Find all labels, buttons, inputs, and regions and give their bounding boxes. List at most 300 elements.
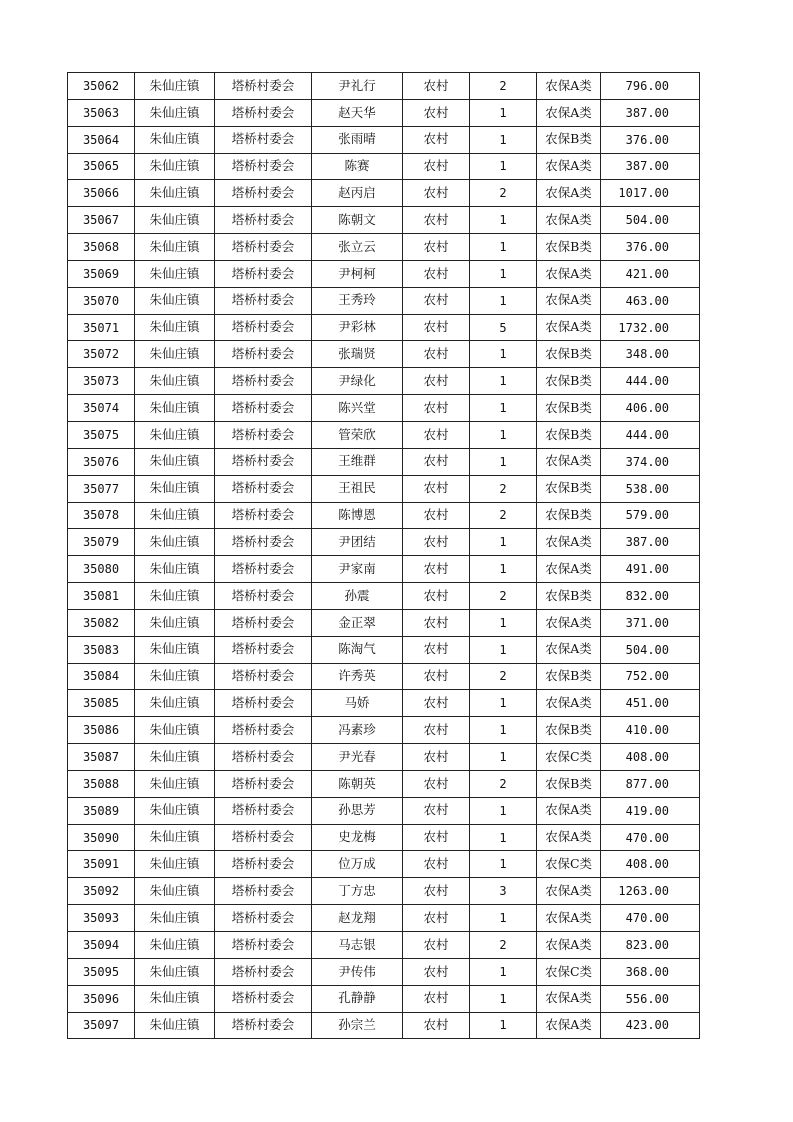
town-cell: 朱仙庄镇 — [135, 448, 215, 475]
name-cell: 孙思芳 — [312, 797, 403, 824]
category-cell: 农保A类 — [537, 878, 601, 905]
category-cell: 农保A类 — [537, 529, 601, 556]
town-cell: 朱仙庄镇 — [135, 717, 215, 744]
committee-cell: 塔桥村委会 — [215, 502, 312, 529]
category-cell: 农保C类 — [537, 851, 601, 878]
name-cell: 陈兴堂 — [312, 395, 403, 422]
town-cell: 朱仙庄镇 — [135, 180, 215, 207]
category-cell: 农保A类 — [537, 99, 601, 126]
area-cell: 农村 — [403, 448, 470, 475]
amount-cell: 423.00 — [601, 1012, 700, 1039]
area-cell: 农村 — [403, 744, 470, 771]
town-cell: 朱仙庄镇 — [135, 207, 215, 234]
row-id: 35092 — [68, 878, 135, 905]
table-body — [68, 73, 700, 1039]
row-id: 35083 — [68, 636, 135, 663]
count-cell: 1 — [470, 824, 537, 851]
amount-cell: 1732.00 — [601, 314, 700, 341]
committee-cell: 塔桥村委会 — [215, 958, 312, 985]
name-cell: 尹团结 — [312, 529, 403, 556]
table-row — [68, 663, 700, 690]
amount-cell: 451.00 — [601, 690, 700, 717]
name-cell: 史龙梅 — [312, 824, 403, 851]
category-cell: 农保C类 — [537, 958, 601, 985]
row-id: 35078 — [68, 502, 135, 529]
row-id: 35069 — [68, 260, 135, 287]
row-id: 35084 — [68, 663, 135, 690]
area-cell: 农村 — [403, 690, 470, 717]
town-cell: 朱仙庄镇 — [135, 636, 215, 663]
town-cell: 朱仙庄镇 — [135, 744, 215, 771]
count-cell: 1 — [470, 260, 537, 287]
town-cell: 朱仙庄镇 — [135, 1012, 215, 1039]
count-cell: 1 — [470, 395, 537, 422]
row-id: 35097 — [68, 1012, 135, 1039]
area-cell: 农村 — [403, 851, 470, 878]
area-cell: 农村 — [403, 99, 470, 126]
area-cell: 农村 — [403, 341, 470, 368]
row-id: 35089 — [68, 797, 135, 824]
town-cell: 朱仙庄镇 — [135, 475, 215, 502]
town-cell: 朱仙庄镇 — [135, 932, 215, 959]
amount-cell: 877.00 — [601, 770, 700, 797]
committee-cell: 塔桥村委会 — [215, 475, 312, 502]
area-cell: 农村 — [403, 985, 470, 1012]
name-cell: 孔静静 — [312, 985, 403, 1012]
row-id: 35095 — [68, 958, 135, 985]
category-cell: 农保B类 — [537, 341, 601, 368]
name-cell: 孙震 — [312, 583, 403, 610]
amount-cell: 406.00 — [601, 395, 700, 422]
area-cell: 农村 — [403, 287, 470, 314]
row-id: 35079 — [68, 529, 135, 556]
category-cell: 农保A类 — [537, 260, 601, 287]
count-cell: 1 — [470, 744, 537, 771]
area-cell: 农村 — [403, 905, 470, 932]
name-cell: 马志银 — [312, 932, 403, 959]
committee-cell: 塔桥村委会 — [215, 905, 312, 932]
amount-cell: 470.00 — [601, 824, 700, 851]
category-cell: 农保A类 — [537, 448, 601, 475]
row-id: 35090 — [68, 824, 135, 851]
amount-cell: 387.00 — [601, 529, 700, 556]
category-cell: 农保A类 — [537, 636, 601, 663]
row-id: 35077 — [68, 475, 135, 502]
count-cell: 1 — [470, 717, 537, 744]
name-cell: 冯素珍 — [312, 717, 403, 744]
committee-cell: 塔桥村委会 — [215, 851, 312, 878]
row-id: 35076 — [68, 448, 135, 475]
committee-cell: 塔桥村委会 — [215, 395, 312, 422]
count-cell: 1 — [470, 958, 537, 985]
town-cell: 朱仙庄镇 — [135, 663, 215, 690]
table-row — [68, 1012, 700, 1039]
town-cell: 朱仙庄镇 — [135, 395, 215, 422]
town-cell: 朱仙庄镇 — [135, 878, 215, 905]
row-id: 35073 — [68, 368, 135, 395]
row-id: 35088 — [68, 770, 135, 797]
count-cell: 1 — [470, 690, 537, 717]
row-id: 35087 — [68, 744, 135, 771]
name-cell: 尹家南 — [312, 556, 403, 583]
count-cell: 1 — [470, 448, 537, 475]
category-cell: 农保A类 — [537, 932, 601, 959]
town-cell: 朱仙庄镇 — [135, 690, 215, 717]
name-cell: 丁方忠 — [312, 878, 403, 905]
table-row — [68, 207, 700, 234]
committee-cell: 塔桥村委会 — [215, 126, 312, 153]
name-cell: 尹礼行 — [312, 73, 403, 100]
table-row — [68, 717, 700, 744]
table-row — [68, 287, 700, 314]
name-cell: 陈朝文 — [312, 207, 403, 234]
amount-cell: 579.00 — [601, 502, 700, 529]
amount-cell: 371.00 — [601, 609, 700, 636]
name-cell: 位万成 — [312, 851, 403, 878]
area-cell: 农村 — [403, 126, 470, 153]
committee-cell: 塔桥村委会 — [215, 448, 312, 475]
area-cell: 农村 — [403, 368, 470, 395]
name-cell: 王祖民 — [312, 475, 403, 502]
table-row — [68, 797, 700, 824]
category-cell: 农保A类 — [537, 609, 601, 636]
count-cell: 1 — [470, 609, 537, 636]
name-cell: 管荣欣 — [312, 421, 403, 448]
name-cell: 陈博恩 — [312, 502, 403, 529]
town-cell: 朱仙庄镇 — [135, 502, 215, 529]
table-row — [68, 73, 700, 100]
area-cell: 农村 — [403, 824, 470, 851]
town-cell: 朱仙庄镇 — [135, 583, 215, 610]
area-cell: 农村 — [403, 878, 470, 905]
row-id: 35065 — [68, 153, 135, 180]
count-cell: 2 — [470, 770, 537, 797]
town-cell: 朱仙庄镇 — [135, 368, 215, 395]
count-cell: 1 — [470, 341, 537, 368]
town-cell: 朱仙庄镇 — [135, 797, 215, 824]
table-row — [68, 905, 700, 932]
category-cell: 农保A类 — [537, 824, 601, 851]
row-id: 35064 — [68, 126, 135, 153]
name-cell: 张瑞贤 — [312, 341, 403, 368]
amount-cell: 752.00 — [601, 663, 700, 690]
row-id: 35086 — [68, 717, 135, 744]
amount-cell: 368.00 — [601, 958, 700, 985]
area-cell: 农村 — [403, 583, 470, 610]
committee-cell: 塔桥村委会 — [215, 287, 312, 314]
category-cell: 农保A类 — [537, 690, 601, 717]
category-cell: 农保B类 — [537, 502, 601, 529]
committee-cell: 塔桥村委会 — [215, 636, 312, 663]
name-cell: 陈赛 — [312, 153, 403, 180]
category-cell: 农保B类 — [537, 126, 601, 153]
amount-cell: 376.00 — [601, 234, 700, 261]
area-cell: 农村 — [403, 73, 470, 100]
area-cell: 农村 — [403, 958, 470, 985]
row-id: 35093 — [68, 905, 135, 932]
count-cell: 1 — [470, 207, 537, 234]
town-cell: 朱仙庄镇 — [135, 985, 215, 1012]
amount-cell: 470.00 — [601, 905, 700, 932]
committee-cell: 塔桥村委会 — [215, 207, 312, 234]
row-id: 35072 — [68, 341, 135, 368]
town-cell: 朱仙庄镇 — [135, 260, 215, 287]
town-cell: 朱仙庄镇 — [135, 99, 215, 126]
row-id: 35091 — [68, 851, 135, 878]
count-cell: 1 — [470, 797, 537, 824]
name-cell: 孙宗兰 — [312, 1012, 403, 1039]
amount-cell: 444.00 — [601, 421, 700, 448]
count-cell: 2 — [470, 932, 537, 959]
name-cell: 尹柯柯 — [312, 260, 403, 287]
table-row — [68, 744, 700, 771]
area-cell: 农村 — [403, 502, 470, 529]
amount-cell: 823.00 — [601, 932, 700, 959]
category-cell: 农保A类 — [537, 73, 601, 100]
count-cell: 1 — [470, 421, 537, 448]
amount-cell: 376.00 — [601, 126, 700, 153]
name-cell: 马娇 — [312, 690, 403, 717]
count-cell: 2 — [470, 502, 537, 529]
category-cell: 农保B类 — [537, 421, 601, 448]
committee-cell: 塔桥村委会 — [215, 556, 312, 583]
town-cell: 朱仙庄镇 — [135, 287, 215, 314]
count-cell: 1 — [470, 636, 537, 663]
table-row — [68, 502, 700, 529]
town-cell: 朱仙庄镇 — [135, 905, 215, 932]
table-row — [68, 690, 700, 717]
count-cell: 5 — [470, 314, 537, 341]
count-cell: 2 — [470, 475, 537, 502]
amount-cell: 387.00 — [601, 153, 700, 180]
committee-cell: 塔桥村委会 — [215, 180, 312, 207]
table-row — [68, 448, 700, 475]
amount-cell: 444.00 — [601, 368, 700, 395]
category-cell: 农保A类 — [537, 556, 601, 583]
row-id: 35068 — [68, 234, 135, 261]
table-row — [68, 153, 700, 180]
name-cell: 张雨晴 — [312, 126, 403, 153]
name-cell: 赵丙启 — [312, 180, 403, 207]
row-id: 35071 — [68, 314, 135, 341]
area-cell: 农村 — [403, 770, 470, 797]
area-cell: 农村 — [403, 529, 470, 556]
row-id: 35094 — [68, 932, 135, 959]
amount-cell: 408.00 — [601, 744, 700, 771]
area-cell: 农村 — [403, 395, 470, 422]
count-cell: 1 — [470, 556, 537, 583]
category-cell: 农保A类 — [537, 207, 601, 234]
area-cell: 农村 — [403, 260, 470, 287]
table-row — [68, 770, 700, 797]
committee-cell: 塔桥村委会 — [215, 717, 312, 744]
category-cell: 农保A类 — [537, 905, 601, 932]
name-cell: 尹光春 — [312, 744, 403, 771]
category-cell: 农保B类 — [537, 395, 601, 422]
data-table — [67, 72, 700, 1039]
area-cell: 农村 — [403, 932, 470, 959]
table-row — [68, 636, 700, 663]
table-row — [68, 368, 700, 395]
area-cell: 农村 — [403, 797, 470, 824]
committee-cell: 塔桥村委会 — [215, 770, 312, 797]
row-id: 35062 — [68, 73, 135, 100]
town-cell: 朱仙庄镇 — [135, 234, 215, 261]
committee-cell: 塔桥村委会 — [215, 985, 312, 1012]
area-cell: 农村 — [403, 180, 470, 207]
table-row — [68, 314, 700, 341]
category-cell: 农保A类 — [537, 1012, 601, 1039]
committee-cell: 塔桥村委会 — [215, 609, 312, 636]
committee-cell: 塔桥村委会 — [215, 1012, 312, 1039]
category-cell: 农保A类 — [537, 153, 601, 180]
table-row — [68, 99, 700, 126]
name-cell: 尹传伟 — [312, 958, 403, 985]
town-cell: 朱仙庄镇 — [135, 958, 215, 985]
row-id: 35085 — [68, 690, 135, 717]
category-cell: 农保B类 — [537, 663, 601, 690]
category-cell: 农保B类 — [537, 368, 601, 395]
amount-cell: 796.00 — [601, 73, 700, 100]
committee-cell: 塔桥村委会 — [215, 73, 312, 100]
area-cell: 农村 — [403, 421, 470, 448]
category-cell: 农保B类 — [537, 770, 601, 797]
table-row — [68, 878, 700, 905]
table-row — [68, 609, 700, 636]
table-row — [68, 529, 700, 556]
town-cell: 朱仙庄镇 — [135, 126, 215, 153]
table-row — [68, 556, 700, 583]
committee-cell: 塔桥村委会 — [215, 932, 312, 959]
town-cell: 朱仙庄镇 — [135, 770, 215, 797]
amount-cell: 832.00 — [601, 583, 700, 610]
row-id: 35067 — [68, 207, 135, 234]
committee-cell: 塔桥村委会 — [215, 153, 312, 180]
row-id: 35074 — [68, 395, 135, 422]
count-cell: 2 — [470, 663, 537, 690]
town-cell: 朱仙庄镇 — [135, 421, 215, 448]
area-cell: 农村 — [403, 663, 470, 690]
category-cell: 农保A类 — [537, 287, 601, 314]
amount-cell: 1263.00 — [601, 878, 700, 905]
category-cell: 农保C类 — [537, 744, 601, 771]
table-row — [68, 180, 700, 207]
count-cell: 1 — [470, 1012, 537, 1039]
count-cell: 1 — [470, 234, 537, 261]
name-cell: 陈朝英 — [312, 770, 403, 797]
area-cell: 农村 — [403, 609, 470, 636]
area-cell: 农村 — [403, 153, 470, 180]
amount-cell: 348.00 — [601, 341, 700, 368]
count-cell: 2 — [470, 73, 537, 100]
name-cell: 赵龙翔 — [312, 905, 403, 932]
row-id: 35066 — [68, 180, 135, 207]
town-cell: 朱仙庄镇 — [135, 314, 215, 341]
amount-cell: 1017.00 — [601, 180, 700, 207]
table-row — [68, 583, 700, 610]
count-cell: 1 — [470, 368, 537, 395]
row-id: 35063 — [68, 99, 135, 126]
name-cell: 尹彩林 — [312, 314, 403, 341]
area-cell: 农村 — [403, 207, 470, 234]
table-row — [68, 126, 700, 153]
committee-cell: 塔桥村委会 — [215, 529, 312, 556]
row-id: 35081 — [68, 583, 135, 610]
row-id: 35080 — [68, 556, 135, 583]
category-cell: 农保A类 — [537, 180, 601, 207]
table-row — [68, 260, 700, 287]
table-row — [68, 932, 700, 959]
town-cell: 朱仙庄镇 — [135, 529, 215, 556]
category-cell: 农保A类 — [537, 797, 601, 824]
committee-cell: 塔桥村委会 — [215, 421, 312, 448]
amount-cell: 421.00 — [601, 260, 700, 287]
amount-cell: 410.00 — [601, 717, 700, 744]
count-cell: 1 — [470, 99, 537, 126]
committee-cell: 塔桥村委会 — [215, 260, 312, 287]
row-id: 35070 — [68, 287, 135, 314]
committee-cell: 塔桥村委会 — [215, 663, 312, 690]
committee-cell: 塔桥村委会 — [215, 583, 312, 610]
town-cell: 朱仙庄镇 — [135, 341, 215, 368]
committee-cell: 塔桥村委会 — [215, 824, 312, 851]
table-row — [68, 421, 700, 448]
area-cell: 农村 — [403, 475, 470, 502]
amount-cell: 556.00 — [601, 985, 700, 1012]
area-cell: 农村 — [403, 234, 470, 261]
town-cell: 朱仙庄镇 — [135, 824, 215, 851]
town-cell: 朱仙庄镇 — [135, 73, 215, 100]
area-cell: 农村 — [403, 1012, 470, 1039]
count-cell: 1 — [470, 905, 537, 932]
name-cell: 陈淘气 — [312, 636, 403, 663]
committee-cell: 塔桥村委会 — [215, 797, 312, 824]
committee-cell: 塔桥村委会 — [215, 690, 312, 717]
area-cell: 农村 — [403, 556, 470, 583]
area-cell: 农村 — [403, 717, 470, 744]
name-cell: 王维群 — [312, 448, 403, 475]
town-cell: 朱仙庄镇 — [135, 556, 215, 583]
committee-cell: 塔桥村委会 — [215, 744, 312, 771]
name-cell: 赵天华 — [312, 99, 403, 126]
count-cell: 1 — [470, 126, 537, 153]
category-cell: 农保A类 — [537, 985, 601, 1012]
category-cell: 农保B类 — [537, 583, 601, 610]
committee-cell: 塔桥村委会 — [215, 99, 312, 126]
amount-cell: 374.00 — [601, 448, 700, 475]
town-cell: 朱仙庄镇 — [135, 609, 215, 636]
name-cell: 王秀玲 — [312, 287, 403, 314]
name-cell: 许秀英 — [312, 663, 403, 690]
amount-cell: 538.00 — [601, 475, 700, 502]
town-cell: 朱仙庄镇 — [135, 153, 215, 180]
count-cell: 1 — [470, 985, 537, 1012]
name-cell: 金正翠 — [312, 609, 403, 636]
committee-cell: 塔桥村委会 — [215, 234, 312, 261]
table-row — [68, 234, 700, 261]
amount-cell: 387.00 — [601, 99, 700, 126]
row-id: 35082 — [68, 609, 135, 636]
area-cell: 农村 — [403, 636, 470, 663]
table-row — [68, 824, 700, 851]
table-row — [68, 985, 700, 1012]
amount-cell: 504.00 — [601, 207, 700, 234]
amount-cell: 419.00 — [601, 797, 700, 824]
table-row — [68, 475, 700, 502]
count-cell: 3 — [470, 878, 537, 905]
name-cell: 尹绿化 — [312, 368, 403, 395]
amount-cell: 504.00 — [601, 636, 700, 663]
